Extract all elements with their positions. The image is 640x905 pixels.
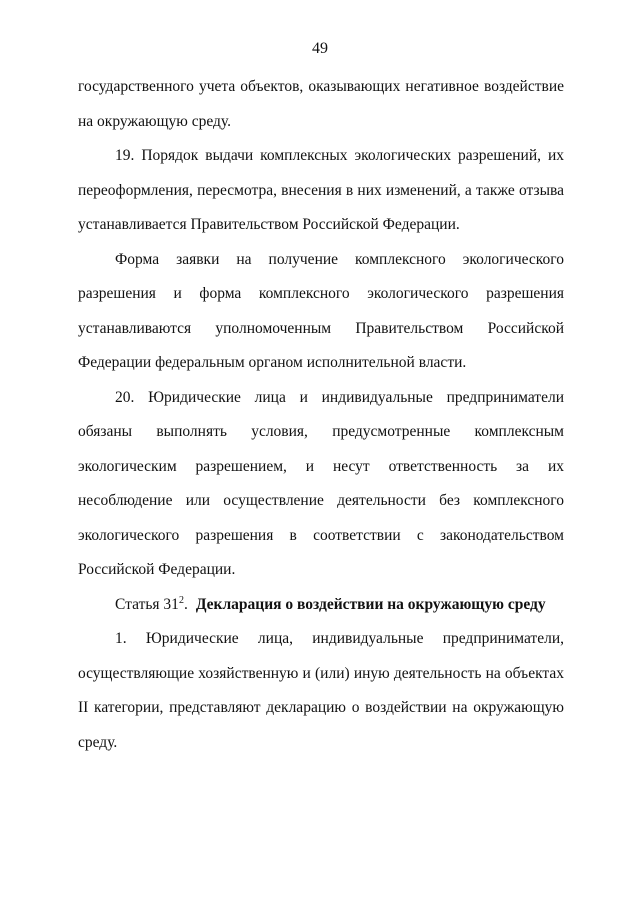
paragraph-19: 19. Порядок выдачи комплексных экологических разрешений, их переоформления, пересмотра, внесения в них изменений, а также отзыва устанавливается Правительством Российской Федерации. xyxy=(78,147,564,233)
article-number: Статья $31^2$. xyxy=(115,594,188,613)
paragraph-20: 20. Юридические лица и индивидуальные предприниматели обязаны выполнять условия, предусмотренные комплексным экологическим разрешением, и несут ответственность за их несоблюдение или осуществление деятельности без комплексного экологического разрешения в соответствии с законодательством Российской Федерации. xyxy=(78,388,564,578)
paragraph-application-form: Форма заявки на получение комплексного экологического разрешения и форма комплексного экологического разрешения устанавливаются уполномоченным Правительством Российской Федерации федеральным органом исполнительной власти. xyxy=(78,250,564,371)
paragraph-article-item-1: 1. Юридические лица, индивидуальные предприниматели, осуществляющие хозяйственную и (или) иную деятельность на объектах II категории, представляют декларацию о воздействии на окружающую среду. xyxy=(78,630,564,751)
article-superscript: 2 xyxy=(178,594,184,606)
document-body xyxy=(78,70,564,760)
article-heading xyxy=(78,588,564,623)
article-title: Декларация о воздействии на окружающую среду xyxy=(195,595,546,613)
page-number: 49 xyxy=(312,40,328,57)
paragraph-continuation: государственного учета объектов, оказывающих негативное воздействие на окружающую среду. xyxy=(78,78,564,130)
